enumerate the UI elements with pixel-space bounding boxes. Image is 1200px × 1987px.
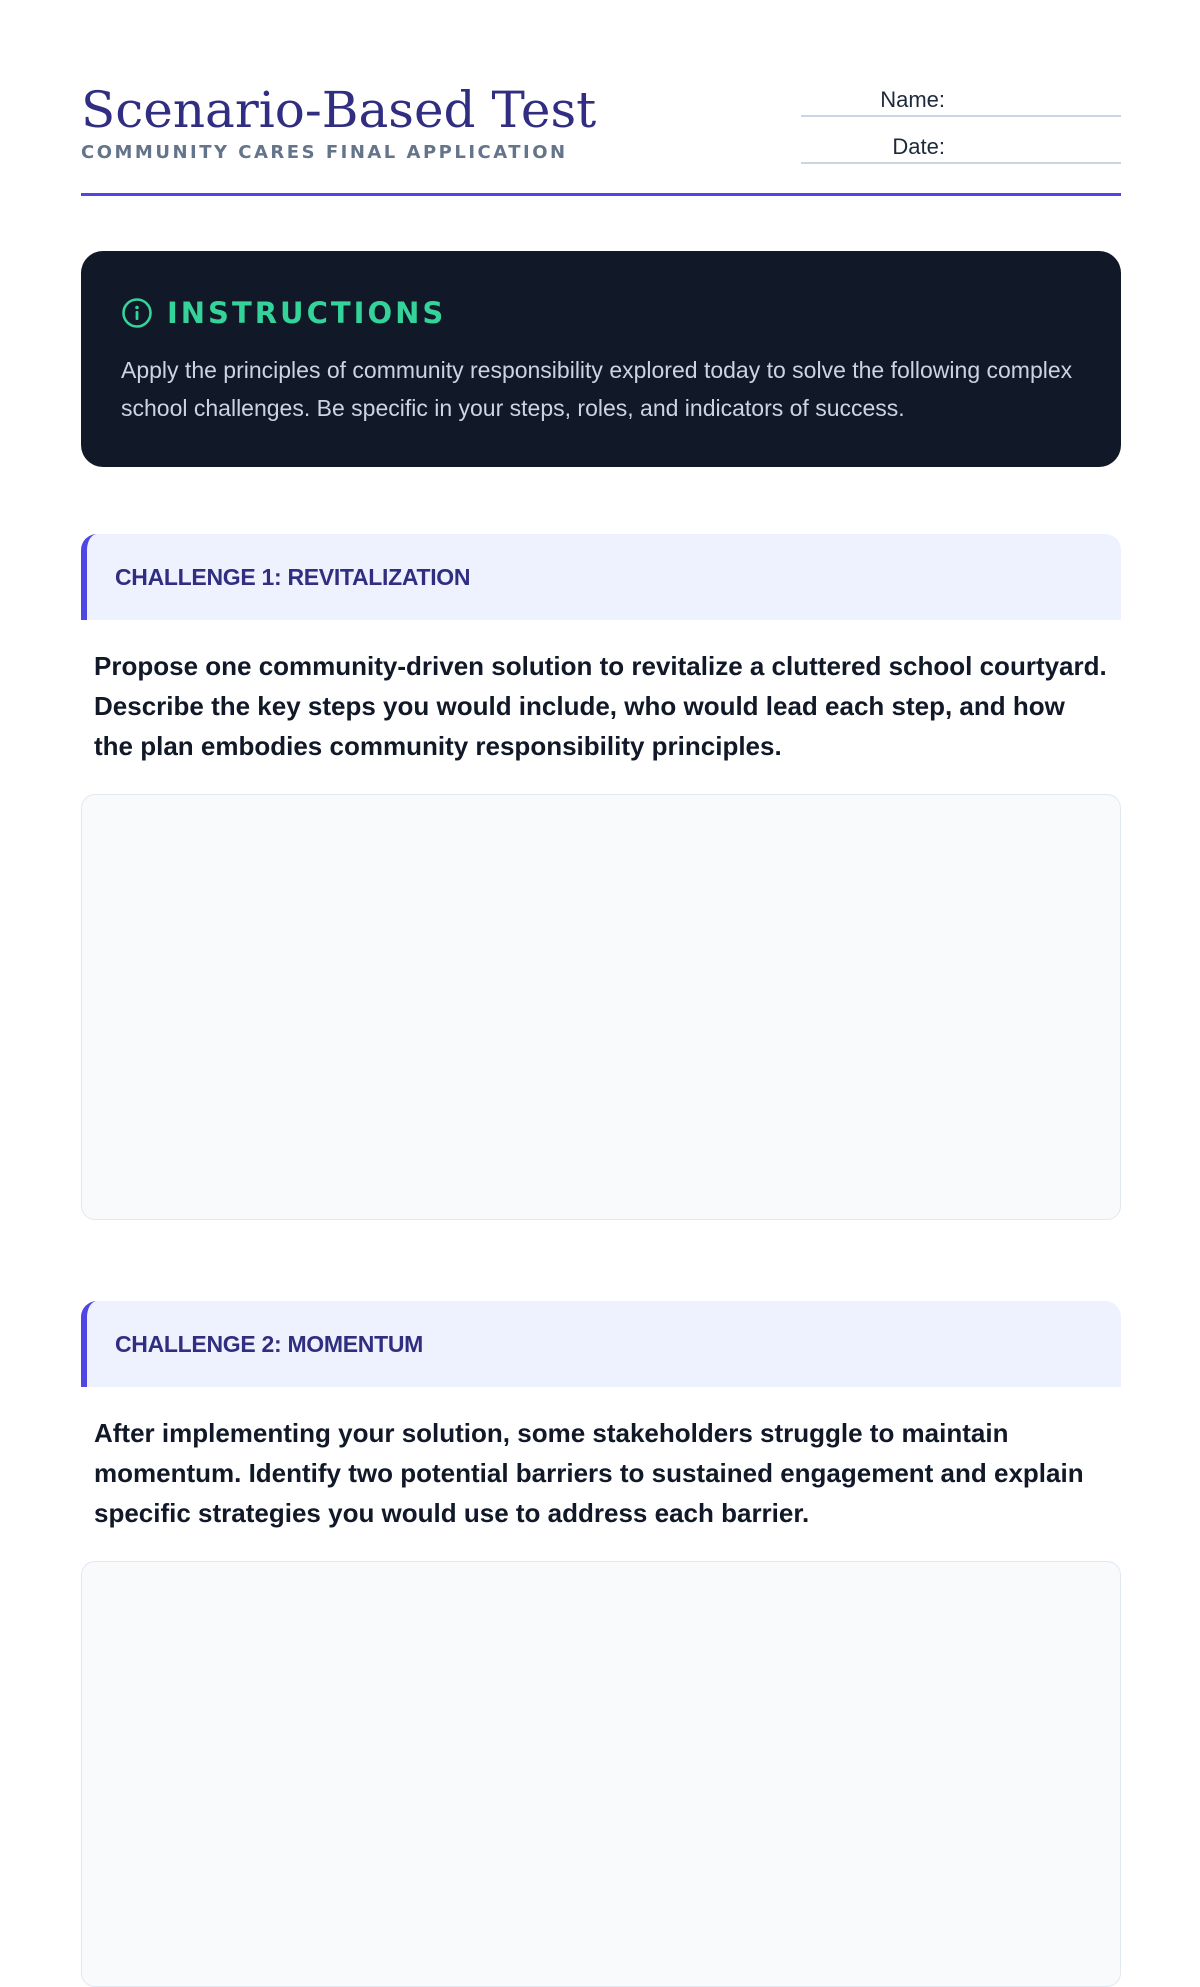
- instructions-panel: [81, 251, 1121, 467]
- challenge-prompt: Propose one community-driven solution to revitalize a cluttered school courtyard. Describe the key steps you would include, who would lead each step, and how the plan embodies community responsibility principles.: [94, 651, 1107, 761]
- challenge-label-bar: [81, 534, 1121, 620]
- instructions-heading: [121, 295, 1081, 331]
- date-label: Date:: [892, 134, 945, 159]
- page-title: Scenario-Based Test: [81, 81, 597, 139]
- info-icon: [121, 297, 153, 329]
- date-field[interactable]: [801, 127, 1121, 164]
- worksheet-page: [81, 0, 1121, 1528]
- challenge-prompt: After implementing your solution, some stakeholders struggle to maintain momentum. Identify two potential barriers to sustained engagement and explain specific strategies you would use to address each barrier.: [94, 1418, 1084, 1528]
- instructions-text: Apply the principles of community responsibility explored today to solve the following complex school challenges. Be specific in your steps, roles, and indicators of success.: [121, 357, 1073, 421]
- challenge-label-bar: [81, 1301, 1121, 1387]
- challenge-2: [81, 1301, 1121, 1987]
- challenge-1: [81, 534, 1121, 1220]
- answer-box[interactable]: [81, 1561, 1121, 1987]
- worksheet-header: [81, 0, 1121, 196]
- challenge-label: CHALLENGE 2: MOMENTUM: [115, 1330, 424, 1357]
- name-label: Name:: [880, 87, 945, 112]
- name-field[interactable]: [801, 80, 1121, 117]
- challenge-label: CHALLENGE 1: REVITALIZATION: [115, 563, 471, 590]
- page-subtitle: COMMUNITY CARES FINAL APPLICATION: [81, 142, 568, 163]
- instructions-title: INSTRUCTIONS: [167, 296, 447, 330]
- student-info: [801, 80, 1121, 174]
- answer-box[interactable]: [81, 794, 1121, 1220]
